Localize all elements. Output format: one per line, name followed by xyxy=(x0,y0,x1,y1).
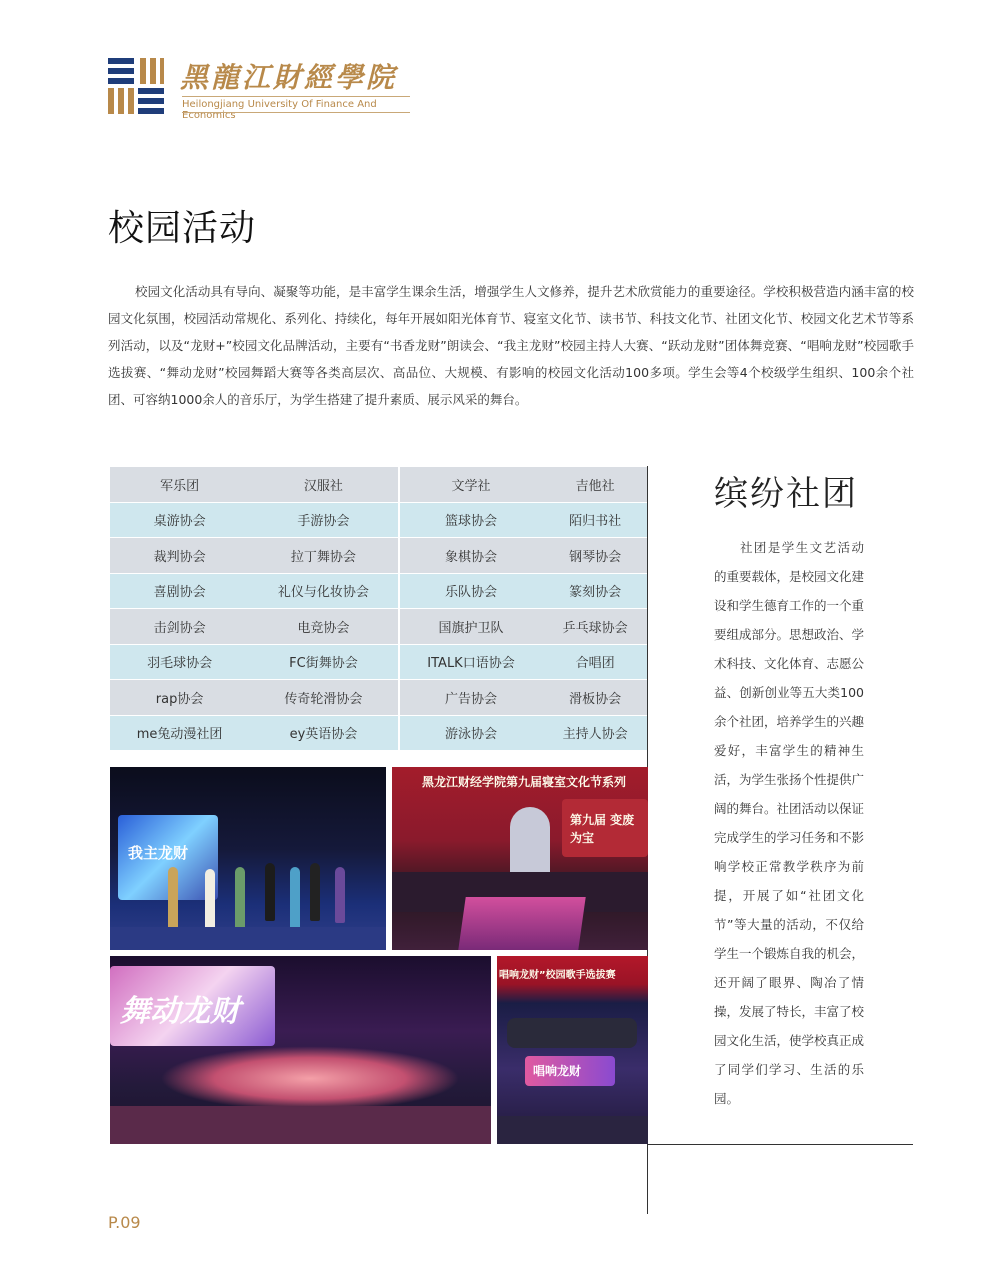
club-cell: 传奇轮滑协会 xyxy=(249,680,398,716)
club-row xyxy=(110,538,648,574)
club-cell: 汉服社 xyxy=(249,467,398,502)
club-cell: 拉丁舞协会 xyxy=(249,538,398,574)
photo-singer-contest xyxy=(497,956,648,1144)
photo-screen-text: 唱响龙财 xyxy=(533,1064,582,1078)
club-cell: ITALK口语协会 xyxy=(399,644,543,680)
photo-screen-text: 舞动龙财 xyxy=(120,994,240,1029)
club-cell: 吉他社 xyxy=(542,467,648,502)
club-cell: 游泳协会 xyxy=(399,715,543,751)
photo-screen-text: 第九届 变废为宝 xyxy=(570,813,635,845)
intro-paragraph: 校园文化活动具有导向、凝聚等功能，是丰富学生课余生活，增强学生人文修养，提升艺术欣赏能力的重要途径。学校积极营造内涵丰富的校园文化氛围，校园活动常规化、系列化、持续化，每年开展如阳光体育节、寝室文化节、读书节、科技文化节、社团文化节、校园文化艺术节等系列活动，以及“龙财+”校园文化品牌活动，主要有“书香龙财”朗读会、“我主龙财”校园主持人大赛、“跃动龙财”团体舞竞赛、“唱响龙财”校园歌手选拔赛、“舞动龙财”校园舞蹈大赛等各类高层次、高品位、大规模、有影响的校园文化活动100多项。学生会等4个校级学生组织、100余个社团、可容纳1000余人的音乐厅，为学生搭建了提升素质、展示风采的舞台。 xyxy=(108,284,914,407)
club-cell: 合唱团 xyxy=(542,644,648,680)
school-logo xyxy=(108,58,164,114)
club-cell: 桌游协会 xyxy=(110,502,249,538)
club-cell: 手游协会 xyxy=(249,502,398,538)
club-cell: 篆刻协会 xyxy=(542,573,648,609)
page-number: P.09 xyxy=(108,1213,141,1232)
sidebar-text: 社团是学生文艺活动的重要载体，是校园文化建设和学生德育工作的一个重要组成部分。思想政治、学术科技、文化体育、志愿公益、创新创业等五大类100余个社团，培养学生的兴趣爱好，丰富学生的精神生活，为学生张扬个性提供广阔的舞台。社团活动以保证完成学生的学习任务和不影响学校正常教学秩序为前提，开展了如“社团文化节”等大量的活动，不仅给学生一个锻炼自我的机会，还开阔了眼界、陶冶了情操，发展了特长，丰富了校园文化生活，使学校真正成了同学们学习、生活的乐园。 xyxy=(714,540,865,1106)
club-cell: FC街舞协会 xyxy=(249,644,398,680)
photo-dance-contest xyxy=(110,956,491,1144)
club-row xyxy=(110,467,648,502)
club-cell: me兔动漫社团 xyxy=(110,715,249,751)
club-cell: 礼仪与化妆协会 xyxy=(249,573,398,609)
divider-horizontal xyxy=(647,1144,913,1145)
club-cell: 象棋协会 xyxy=(399,538,543,574)
club-cell: 篮球协会 xyxy=(399,502,543,538)
club-row xyxy=(110,680,648,716)
club-cell: 主持人协会 xyxy=(542,715,648,751)
photo-host-contest xyxy=(110,767,386,950)
club-row xyxy=(110,715,648,751)
club-cell: 击剑协会 xyxy=(110,609,249,645)
club-cell: 喜剧协会 xyxy=(110,573,249,609)
club-cell: 军乐团 xyxy=(110,467,249,502)
club-cell: ey英语协会 xyxy=(249,715,398,751)
club-cell: 电竞协会 xyxy=(249,609,398,645)
club-cell: 滑板协会 xyxy=(542,680,648,716)
section-title: 校园活动 xyxy=(108,208,257,249)
school-name-cn: 黑龍江財經學院 xyxy=(180,61,398,94)
photo-dorm-festival xyxy=(392,767,648,950)
club-cell: 国旗护卫队 xyxy=(399,609,543,645)
club-cell: 钢琴协会 xyxy=(542,538,648,574)
club-cell: rap协会 xyxy=(110,680,249,716)
club-cell: 裁判协会 xyxy=(110,538,249,574)
club-row xyxy=(110,502,648,538)
club-cell: 广告协会 xyxy=(399,680,543,716)
header-underline xyxy=(182,112,410,113)
photo-banner: 唱响龙财”校园歌手选拔赛 xyxy=(499,970,616,981)
club-cell: 文学社 xyxy=(399,467,543,502)
club-row xyxy=(110,609,648,645)
photo-banner: 黑龙江财经学院第九届寝室文化节系列 xyxy=(422,775,627,789)
club-cell: 羽毛球协会 xyxy=(110,644,249,680)
club-row xyxy=(110,573,648,609)
club-cell: 乐队协会 xyxy=(399,573,543,609)
photo-screen-text: 我主龙财 xyxy=(128,844,189,862)
club-cell: 陌归书社 xyxy=(542,502,648,538)
club-cell: 乒乓球协会 xyxy=(542,609,648,645)
sidebar-title: 缤纷社团 xyxy=(714,474,858,514)
school-name-en: Heilongjiang University Of Finance And Economics xyxy=(182,96,410,121)
club-row xyxy=(110,644,648,680)
clubs-table xyxy=(110,467,648,751)
